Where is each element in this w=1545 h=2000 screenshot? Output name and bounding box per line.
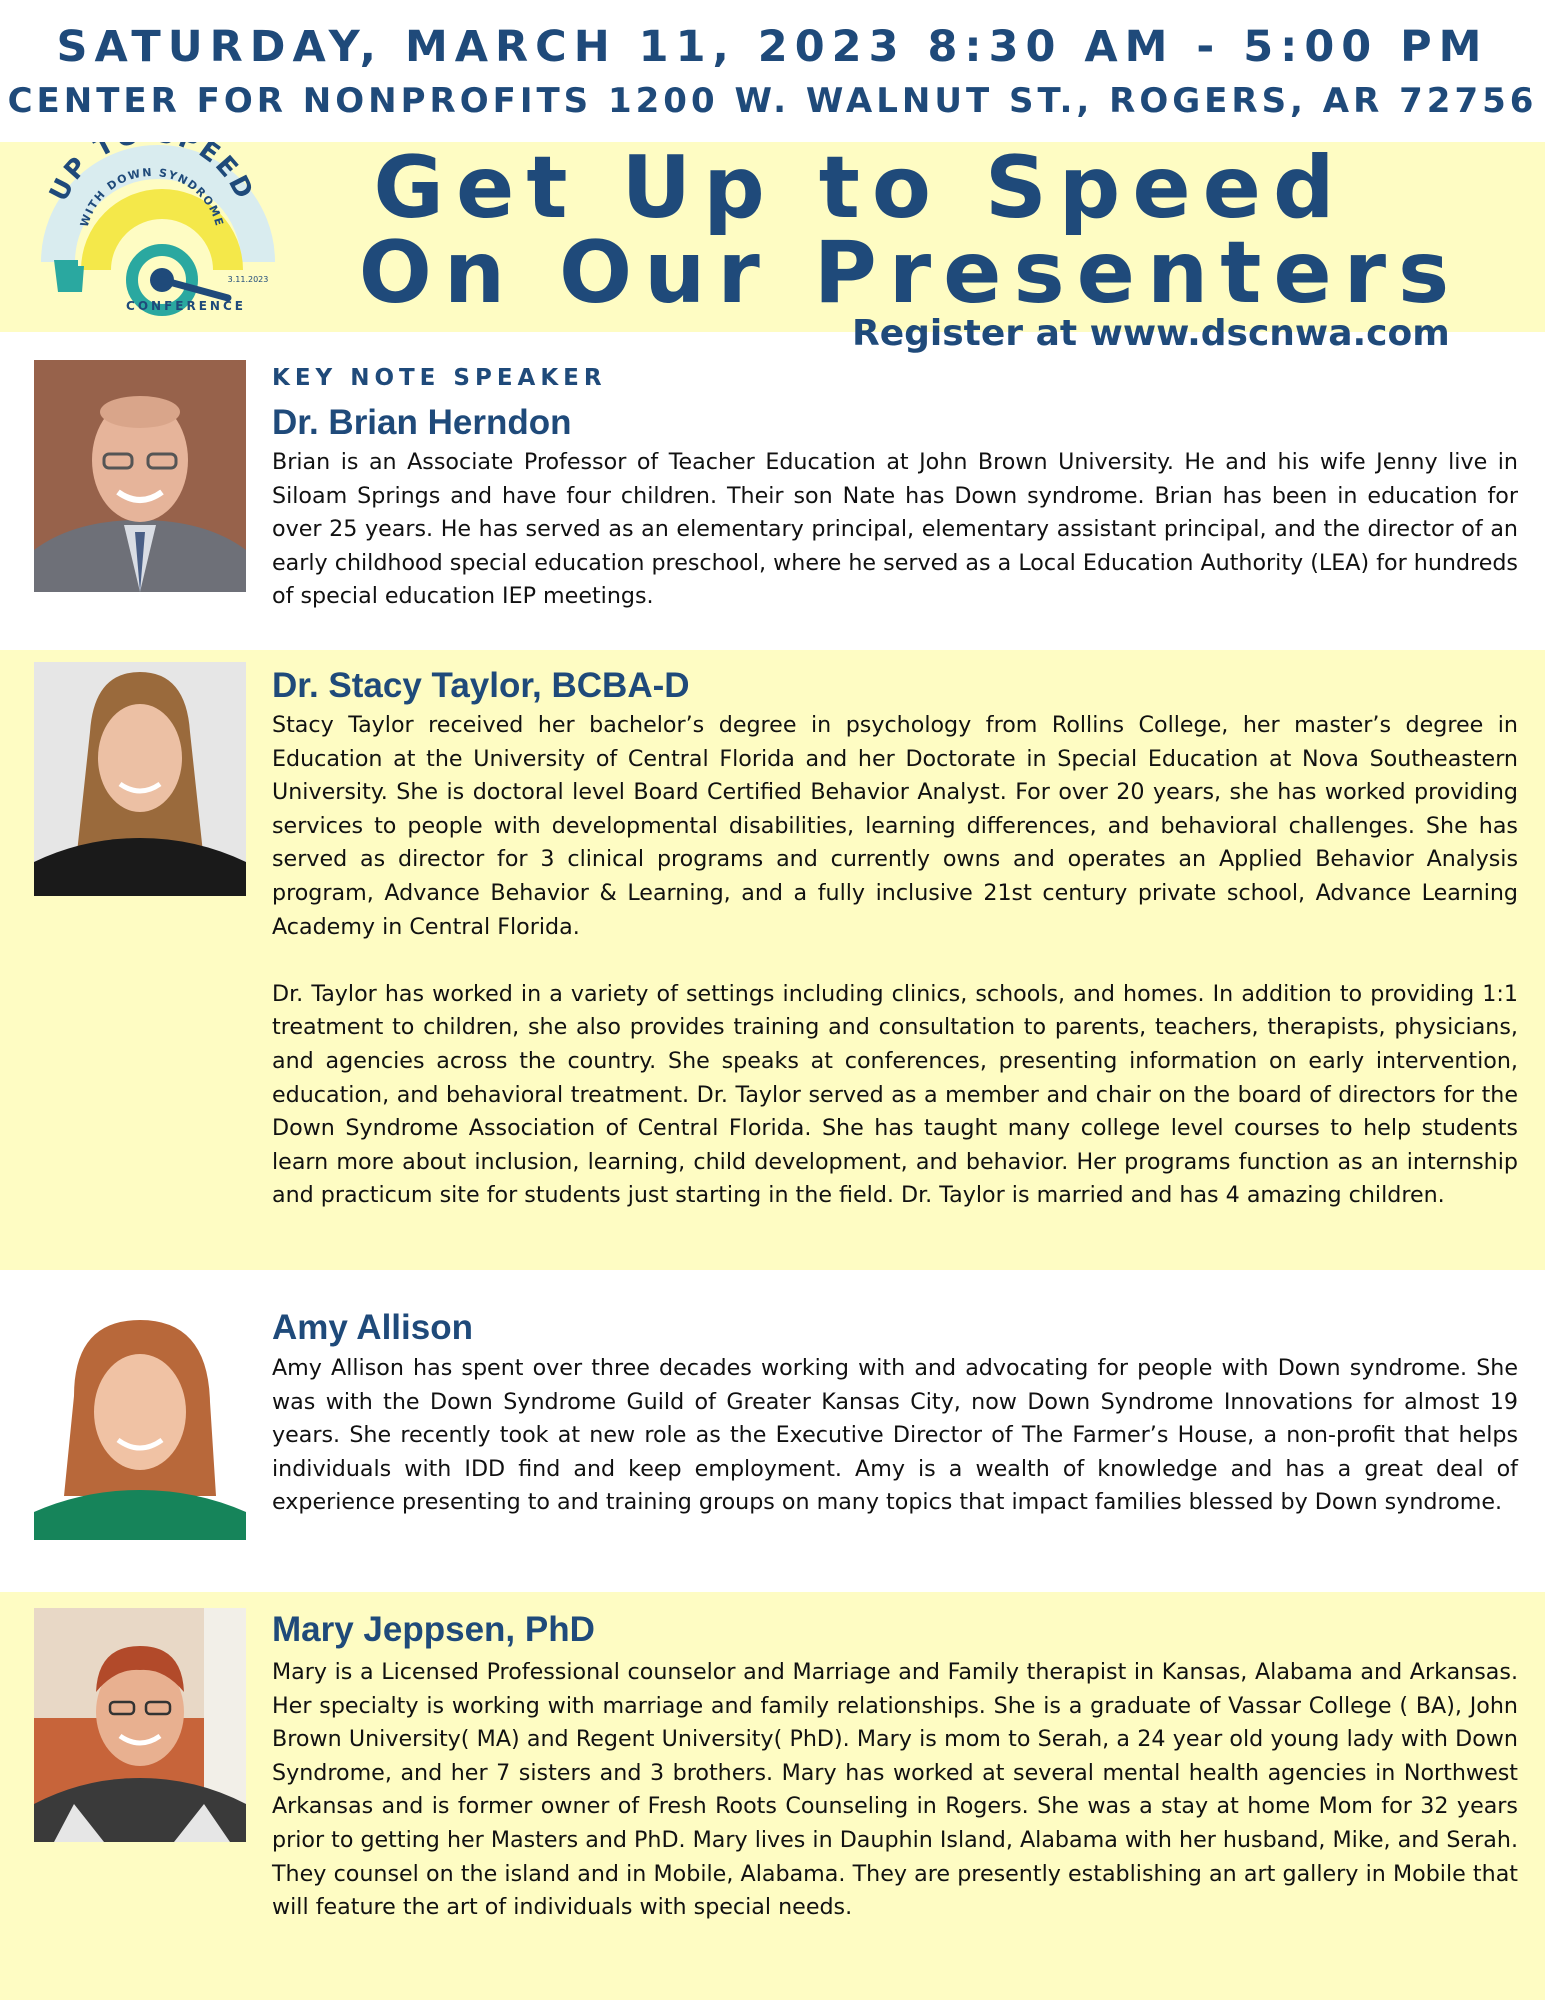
page-title-line2: On Our Presenters — [358, 223, 1462, 323]
event-date-line: SATURDAY, MARCH 11, 2023 8:30 AM - 5:00 PM — [56, 22, 1489, 72]
presenter-bio — [272, 446, 1518, 614]
svg-text:UP TO SPEED: UP T EED — [44, 142, 260, 207]
svg-text:3.11.2023: 3.11.2023 — [227, 275, 269, 284]
presenter-name: Dr. Stacy Taylor, BCBA-D — [272, 666, 690, 705]
keynote-kicker: KEY NOTE SPEAKER — [272, 365, 607, 391]
presenter-name: Amy Allison — [272, 1308, 473, 1347]
presenter-photo-jeppsen — [34, 1608, 246, 1842]
presenter-bio — [272, 1656, 1518, 1925]
svg-text:CONFERENCE: CONFERENCE — [126, 299, 246, 313]
presenter-photo-allison — [34, 1306, 246, 1540]
register-link[interactable]: Register at www.dscnwa.com — [852, 313, 1450, 354]
presenter-name: Mary Jeppsen, PhD — [272, 1610, 595, 1649]
bio-paragraph: Mary is a Licensed Professional counselor and Marriage and Family therapist in Kansas, Alabama and Arkansas. Her specialty is working with marriage and family relationships. She is a graduate of Vassar College ( BA), John Brown University( MA) and Regent University( PhD). Mary is mom to Serah, a 24 year old young lady with Down Syndrome, and her 7 sisters and 3 brothers. Mary has worked at several mental health agencies in Northwest Arkansas and is former owner of Fresh Roots Counseling in Rogers. She was a stay at home Mom for 32 years prior to getting her Masters and PhD. Mary lives in Dauphin Island, Alabama with her husband, Mike, and Serah. They counsel on the island and in Mobile, Alabama. They are presently establishing an art gallery in Mobile that will feature the art of individuals with special needs. — [272, 1659, 1518, 1921]
conference-logo — [38, 142, 288, 320]
page-title-line1: Get Up to Speed — [373, 138, 1347, 238]
presenter-bio — [272, 709, 1518, 1213]
svg-text:WITH DOWN SYNDROME: WITH DOWN SYNDROME — [77, 165, 227, 229]
presenter-bio — [272, 1352, 1518, 1520]
bio-paragraph: Dr. Taylor has worked in a variety of settings including clinics, schools, and homes. In addition to providing 1:1 treatment to children, she also provides training and consultation to parents, teachers, therapists, physicians, and agencies across the country. She speaks at conferences, presenting information on early intervention, education, and behavioral treatment. Dr. Taylor served as a member and chair on the board of directors for the Down Syndrome Association of Central Florida. She has taught many college level courses to help students learn more about inclusion, learning, child development, and behavior. Her programs function as an internship and practicum site for students just starting in the field. Dr. Taylor is married and has 4 amazing children. — [272, 980, 1518, 1209]
presenter-photo-herndon — [34, 360, 246, 592]
presenter-photo-taylor — [34, 662, 246, 896]
bio-paragraph: Amy Allison has spent over three decades working with and advocating for people with Down syndrome. She was with the Down Syndrome Guild of Greater Kansas City, now Down Syndrome Innovations for almost 19 years. She recently took at new role as the Executive Director of The Farmer’s House, a non-profit that helps individuals with IDD find and keep employment. Amy is a wealth of knowledge and has a great deal of experience presenting to and training groups on many topics that impact families blessed by Down syndrome. — [272, 1355, 1518, 1516]
event-location-line: CENTER FOR NONPROFITS 1200 W. WALNUT ST., ROGERS, AR 72756 — [7, 81, 1538, 121]
presenter-name: Dr. Brian Herndon — [272, 403, 572, 442]
bio-paragraph: Stacy Taylor received her bachelor’s degree in psychology from Rollins College, her master’s degree in Education at the University of Central Florida and her Doctorate in Special Education at Nova Southeastern University. She is doctoral level Board Certified Behavior Analyst. For over 20 years, she has worked providing services to people with developmental disabilities, learning differences, and behavioral challenges. She has served as director for 3 clinical programs and currently owns and operates an Applied Behavior Analysis program, Advance Behavior & Learning, and a fully inclusive 21st century private school, Advance Learning Academy in Central Florida. — [272, 712, 1518, 940]
bio-paragraph: Brian is an Associate Professor of Teacher Education at John Brown University. He and his wife Jenny live in Siloam Springs and have four children. Their son Nate has Down syndrome. Brian has been in education for over 25 years. He has served as an elementary principal, elementary assistant principal, and the director of an early childhood special education preschool, where he served as a Local Education Authority (LEA) for hundreds of special education IEP meetings. — [272, 449, 1518, 610]
